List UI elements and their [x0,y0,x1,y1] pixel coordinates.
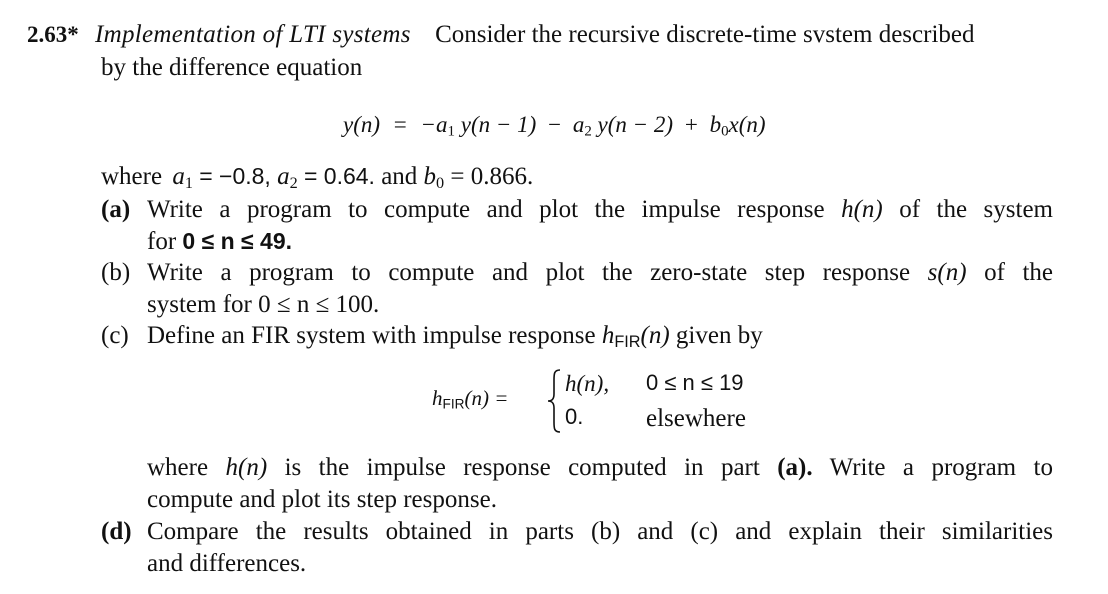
part-a-line1 [147,197,1053,222]
part-a-line2 [147,229,292,254]
difference-equation [343,112,766,140]
eq-term2-rest: y(n − 2) [597,112,674,137]
part-b-line2-text: system for [147,291,252,318]
part-b-text: Write a program to compute and plot the zero-state step response [147,259,911,286]
part-c-after-end: Write a program to [829,454,1053,481]
coef-a1-sub: 1 [184,174,193,193]
eq-term3: b [709,112,722,137]
eq-minus: − [548,112,562,137]
part-c-var: h [601,322,615,349]
part-c-after-line2: compute and plot its step response. [147,486,497,513]
eq-term3-rest: x(n) [728,112,766,137]
part-c-text: Define an FIR system with impulse response [147,322,596,349]
piecewise-h: h [432,386,443,410]
part-a-label: (a) [101,196,131,223]
problem-intro-line2: by the difference equation [101,54,363,81]
and-word: and [381,163,418,190]
piecewise-case1-cond: 0 ≤ n ≤ 19 [646,370,744,395]
piecewise-arg: (n) = [464,386,509,410]
coef-b0-sub: 0 [436,174,445,193]
coef-b0: b [423,163,437,190]
eq-term2-sub: 2 [584,123,592,140]
part-c-label: (c) [101,322,129,349]
coef-a2-sub: 2 [289,174,298,193]
part-a-var: h(n) [841,196,883,223]
eq-equals: = [393,112,407,137]
piecewise-brace [546,368,562,439]
part-d-line2: and differences. [147,550,307,577]
part-b-label: (b) [101,259,131,286]
part-d-line1 [147,519,1053,544]
eq-term1-rest: y(n − 1) [460,112,537,137]
where-word: where [101,163,163,190]
eq-term2: a [572,112,585,137]
part-c-end: given by [675,322,763,349]
piecewise-lhs [432,386,509,412]
part-b-end: of the [984,259,1053,286]
part-c-after-ref: (a). [777,454,813,481]
coefficients-line [101,163,534,193]
eq-term3-sub: 0 [721,123,729,140]
coef-a2: a [277,163,290,190]
part-a-range: 0 ≤ n ≤ 49. [182,228,293,254]
part-c-var-arg: (n) [640,322,670,349]
problem-title: Implementation of LTI systems [95,21,411,48]
coef-a1: a [172,163,185,190]
part-c-after-where: where [147,454,209,481]
part-b-var: s(n) [927,259,967,286]
coef-a2-value: = 0.64. [303,163,375,189]
eq-plus: + [684,112,698,137]
piecewise-case2-value: 0. [565,404,584,429]
part-a-end: of the system [899,196,1054,223]
part-a-text: Write a program to compute and plot the impulse response [147,196,825,223]
part-c-after-line1 [147,455,1053,480]
part-d-line1-text: Compare the results obtained in parts (b) and (c) and explain their similarities [147,518,1053,545]
part-b-range: 0 ≤ n ≤ 100. [258,291,380,318]
part-a-line2-text: for [147,228,177,255]
part-b-line1 [147,260,1053,285]
piecewise-sub: FIR [442,396,465,412]
eq-term1-sub: 1 [447,123,456,140]
part-b-line2 [147,292,379,317]
part-c-line1 [147,322,763,352]
coef-a1-value: = −0.8, [199,163,271,189]
part-c-after-mid: is the impulse response computed in part [284,454,760,481]
eq-lhs: y(n) [343,112,381,137]
part-c-after-var: h(n) [225,454,268,481]
part-d-label: (d) [101,518,132,545]
coef-b0-value: = 0.866. [450,163,534,190]
case1-value-text: h(n), [565,371,610,396]
piecewise-case2-cond: elsewhere [646,405,746,432]
problem-number: 2.63* [27,22,79,47]
left-brace-icon [546,368,562,434]
problem-header [27,22,1057,47]
problem-intro-line1: Consider the recursive discrete-time svstem described [435,21,975,48]
piecewise-case1-value [565,372,609,395]
part-c-var-sub: FIR [614,333,641,352]
eq-term1: −a [420,112,448,137]
